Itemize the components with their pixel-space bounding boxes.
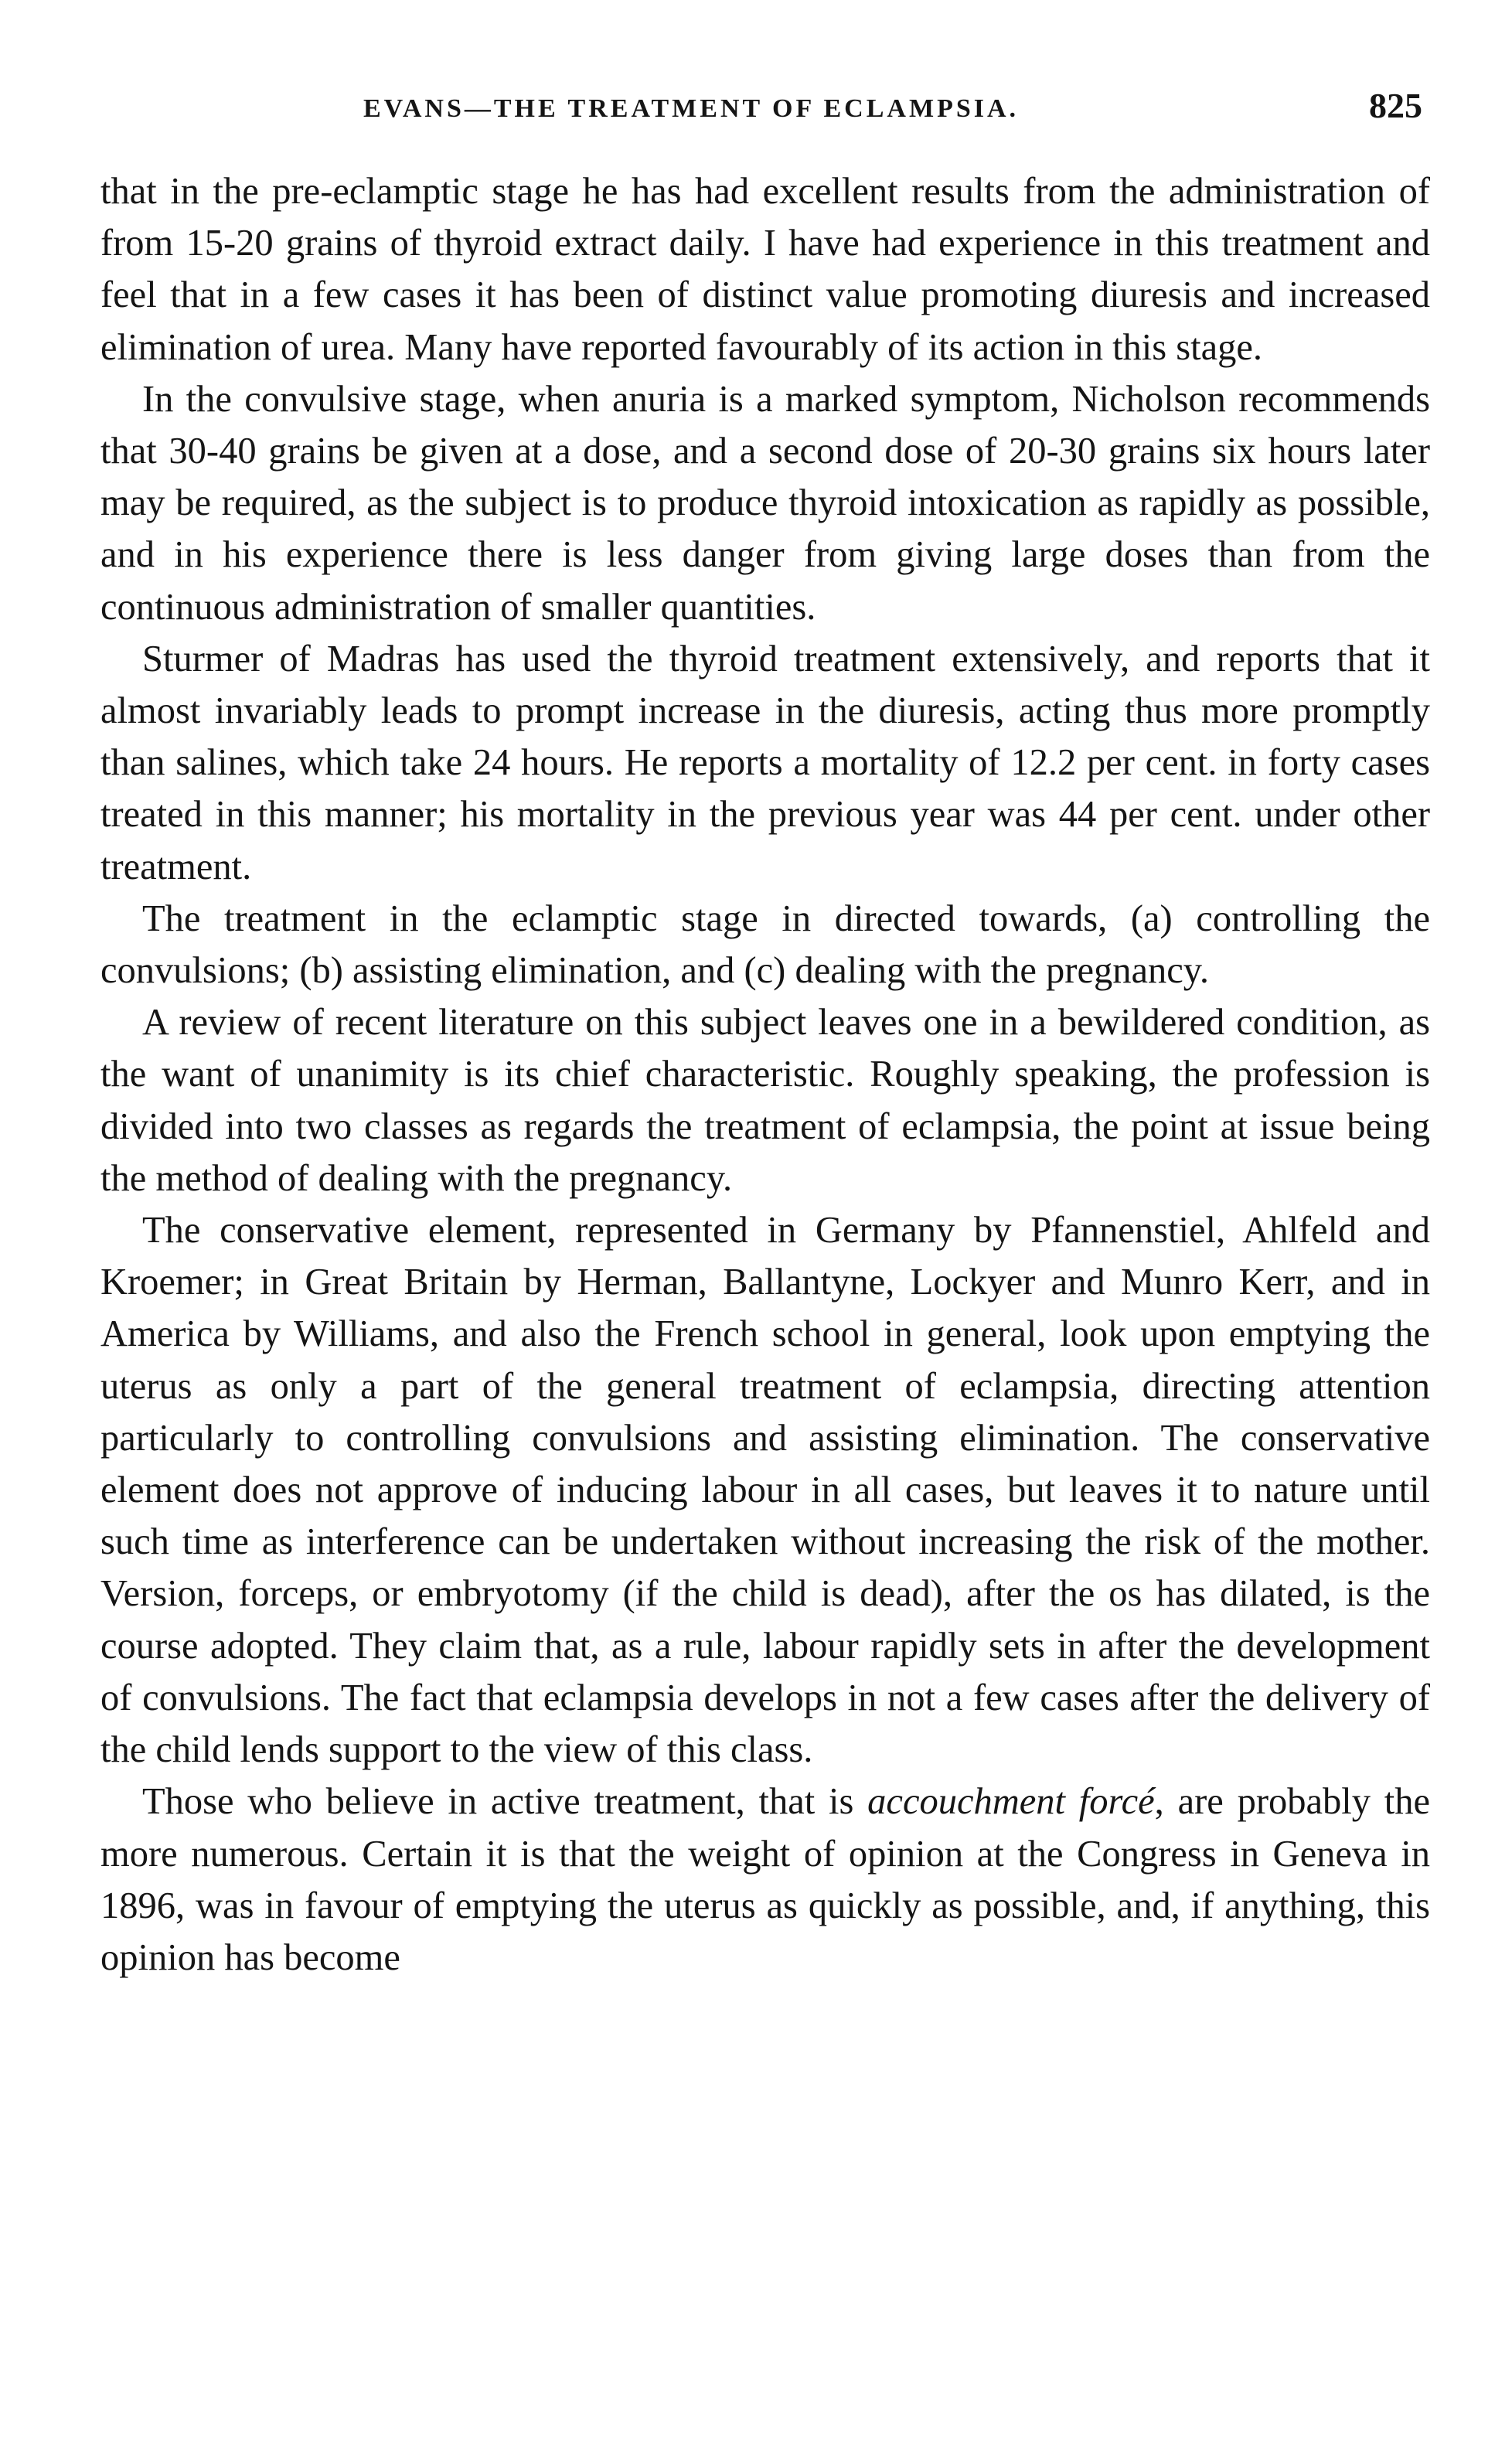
paragraph-active-treatment-start: Those who believe in active treatment, that is <box>142 1781 868 1823</box>
running-header <box>100 85 1430 147</box>
paragraph-continued: that in the pre-eclamptic stage he has had excellent results from the administration of from 15-20 grains of thyroid extract daily. I have had experience in this treatment and feel that in a few cases it has been of distinct value promoting diuresis and increased elimination of urea. Many have reported favourably of its action in this stage. <box>100 171 1430 368</box>
paragraph-conservative-element: The conservative element, represented in Germany by Pfannenstiel, Ahlfeld and Kroemer; in Great Britain by Herman, Ballantyne, Lockyer and Munro Kerr, and in America by Williams, and also the French school in general, look upon emptying the uterus as only a part of the general treatment of eclampsia, directing attention particularly to controlling convulsions and assisting elimination. The conservative element does not approve of inducing labour in all cases, but leaves it to nature until such time as interference can be undertaken without increasing the risk of the mother. Version, forceps, or embryotomy (if the child is dead), after the os has dilated, is the course adopted. They claim that, as a rule, labour rapidly sets in after the development of convulsions. The fact that eclampsia develops in not a few cases after the delivery of the child lends support to the view of this class. <box>100 1210 1430 1771</box>
paragraph-active-treatment-end: , are probably the more numerous. Certain it is that the weight of opinion at the Congress in Geneva in 1896, was in favour of emptying the uterus as quickly as possible, and, if anything, this opinion has become <box>100 1781 1430 1978</box>
paragraph-convulsive-stage: In the convulsive stage, when anuria is a marked symptom, Nicholson recommends that 30-40 grains be given at a dose, and a second dose of 20-30 grains six hours later may be required, as the subject is to produce thyroid intoxication as rapidly as possible, and in his experience there is less danger from giving large doses than from the continuous administration of smaller quantities. <box>100 378 1430 628</box>
italic-term: accouchment forcé <box>867 1781 1155 1823</box>
paragraph-eclamptic-stage: The treatment in the eclamptic stage in directed towards, (a) controlling the convulsions; (b) assisting elimination, and (c) dealing with the pregnancy. <box>100 897 1430 992</box>
document-page <box>100 85 1430 1984</box>
paragraph-literature-review: A review of recent literature on this subject leaves one in a bewildered condition, as the want of unanimity is its chief characteristic. Roughly speaking, the profession is divided into two classes as regards the treatment of eclampsia, the point at issue being the method of dealing with the pregnancy. <box>100 1002 1430 1199</box>
running-title: EVANS—THE TREATMENT OF ECLAMPSIA. <box>363 94 1020 123</box>
body-text <box>100 165 1430 1984</box>
paragraph-sturmer: Sturmer of Madras has used the thyroid treatment extensively, and reports that it almost invariably leads to prompt increase in the diuresis, acting thus more promptly than salines, which take 24 hours. He reports a mortality of 12.2 per cent. in forty cases treated in this manner; his mortality in the previous year was 44 per cent. under other treatment. <box>100 638 1430 887</box>
page-number: 825 <box>1369 86 1422 125</box>
paragraph-active-treatment <box>100 1776 1430 1984</box>
